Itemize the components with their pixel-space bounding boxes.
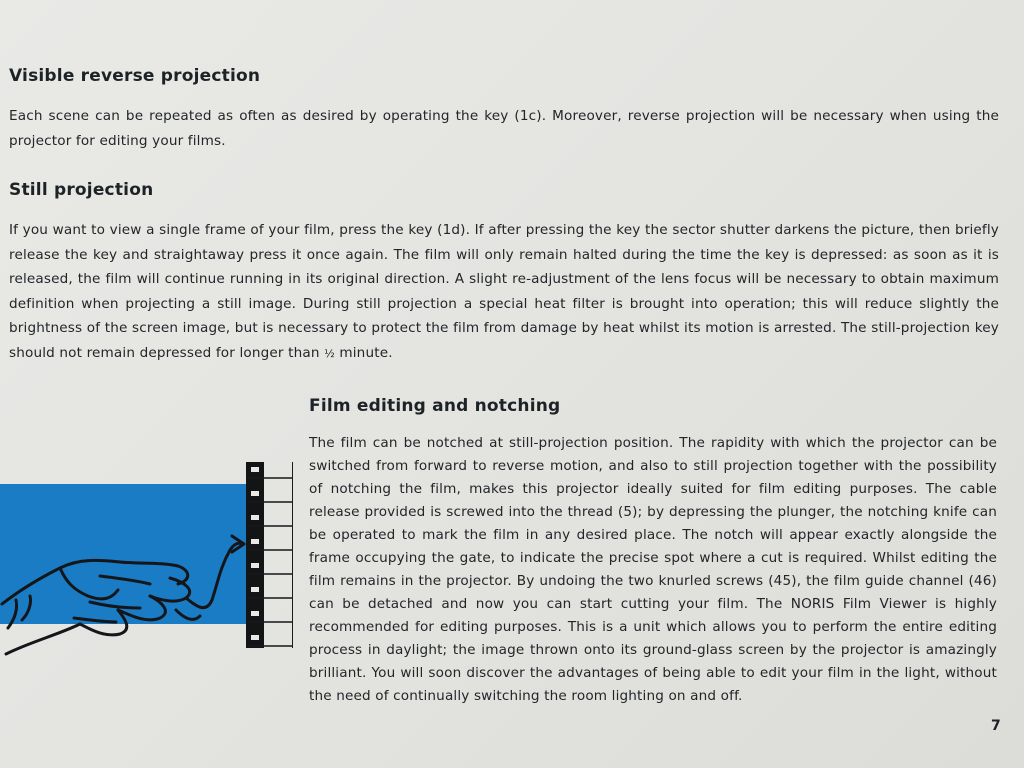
heading-still-projection: Still projection	[9, 180, 154, 200]
section-still-projection	[9, 180, 999, 366]
still-text-main: If you want to view a single frame of your film, press the key (1d). If after pressing the key the sector shutter darkens the picture, then briefly release the key and straightaway press it once again. The film will only remain halted during the time the key is depressed: as soon as it is released, the film will continue running in its original direction. A slight re-adjustment of the lens focus will be necessary to obtain maximum definition when projecting a still image. During still projection a special heat filter is brought into operation; this will reduce slightly the brightness of the screen image, but is necessary to protect the film from damage by heat whilst its motion is arrested. The still-projection key should not remain depressed for longer than	[9, 222, 999, 361]
hand-notching-film-icon	[0, 450, 300, 670]
paragraph-visible-reverse-projection: Each scene can be repeated as often as desired by operating the key (1c). Moreover, reverse projection will be necessary when using the projector for editing your films.	[9, 108, 999, 149]
still-text-end: minute.	[334, 344, 393, 361]
page-number: 7	[991, 718, 1001, 734]
section-film-editing	[309, 396, 997, 708]
heading-film-editing: Film editing and notching	[309, 396, 561, 416]
fraction-half: ½	[324, 346, 335, 360]
section-visible-reverse-projection	[9, 66, 999, 153]
paragraph-film-editing: The film can be notched at still-projection position. The rapidity with which the projector can be switched from forward to reverse motion, and also to still projection together with the possibility of notching the film, makes this projector ideally suited for film editing purposes. The cable release provided is screwed into the thread (5); by depressing the plunger, the notching knife can be operated to mark the film in any desired place. The notch will appear exactly alongside the frame occupying the gate, to indicate the precise spot where a cut is required. Whilst editing the film remains in the projector. By undoing the two knurled screws (45), the film guide channel (46) can be detached and now you can start cutting your film. The NORIS Film Viewer is highly recommended for editing purposes. This is a unit which allows you to perform the entire editing process in daylight; the image thrown onto its ground-glass screen by the projector is amazingly brilliant. You will soon discover the advantages of being able to edit your film in the light, without the need of continually switching the room lighting on and off.	[309, 435, 997, 704]
paragraph-still-projection	[9, 218, 999, 366]
heading-visible-reverse-projection: Visible reverse projection	[9, 66, 261, 86]
